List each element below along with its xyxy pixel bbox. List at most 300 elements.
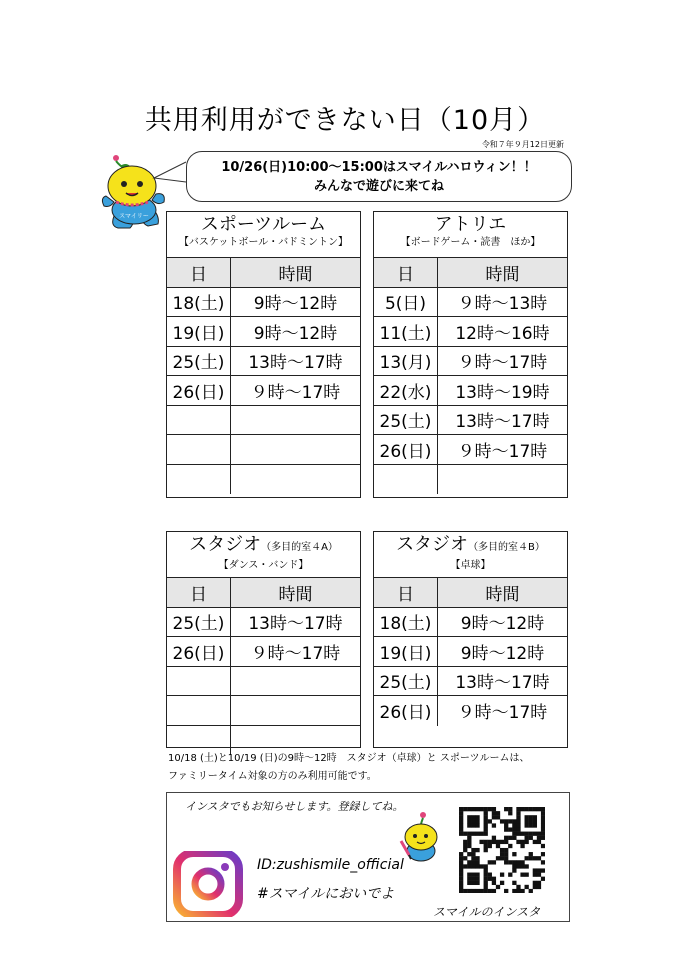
qr-module (479, 840, 483, 844)
qr-module (467, 840, 471, 844)
qr-module (529, 852, 533, 856)
qr-module (492, 881, 496, 885)
qr-module (488, 844, 492, 848)
qr-module (516, 840, 520, 844)
qr-finder-module (467, 819, 471, 823)
qr-finder-module (471, 864, 475, 868)
qr-finder-module (475, 819, 479, 823)
qr-module (529, 856, 533, 860)
qr-module (488, 807, 492, 811)
qr-module (537, 881, 541, 885)
qr-module (537, 868, 541, 872)
qr-finder-module (529, 823, 533, 827)
table-atelier (373, 211, 568, 498)
table-header (167, 212, 360, 258)
qr-finder-module (475, 815, 479, 819)
qr-finder-module (467, 873, 471, 877)
cell-time: 9時～12時 (438, 608, 567, 638)
qr-module (459, 852, 463, 856)
qr-module (459, 860, 463, 864)
qr-finder-module (520, 832, 524, 836)
qr-module (525, 836, 529, 840)
qr-finder-module (475, 889, 479, 893)
qr-module (525, 873, 529, 877)
mascot-pencil-icon (399, 811, 445, 863)
qr-finder-module (541, 815, 545, 819)
qr-module (496, 811, 500, 815)
qr-module (492, 840, 496, 844)
qr-finder-module (484, 811, 488, 815)
instagram-icon[interactable] (173, 851, 243, 917)
qr-finder-module (459, 881, 463, 885)
cell-day: 25(土) (167, 608, 231, 638)
qr-finder-module (471, 873, 475, 877)
qr-finder-module (467, 864, 471, 868)
cell-day: 18(土) (374, 608, 438, 638)
announcement-line-2: みんなで遊びに来てね (313, 179, 444, 194)
qr-module (484, 840, 488, 844)
qr-finder-module (484, 819, 488, 823)
room-name (374, 534, 567, 559)
instagram-panel (166, 792, 570, 922)
qr-module (512, 827, 516, 831)
schedule-grid (167, 578, 360, 755)
cell-empty (231, 435, 360, 465)
qr-finder-module (484, 873, 488, 877)
qr-module (529, 836, 533, 840)
table-studio-4b (373, 531, 568, 748)
qr-module (467, 852, 471, 856)
qr-finder-module (467, 832, 471, 836)
qr-module (504, 836, 508, 840)
qr-module (504, 852, 508, 856)
cell-empty (374, 465, 438, 495)
qr-finder-module (467, 877, 471, 881)
qr-module (488, 873, 492, 877)
qr-finder-module (525, 819, 529, 823)
qr-module (508, 807, 512, 811)
table-header (374, 532, 567, 578)
qr-finder-module (471, 881, 475, 885)
qr-finder-module (484, 827, 488, 831)
qr-finder-module (459, 868, 463, 872)
qr-module (471, 856, 475, 860)
qr-finder-module (529, 832, 533, 836)
qr-module (463, 848, 467, 852)
cell-day: 26(日) (167, 376, 231, 406)
qr-module (467, 844, 471, 848)
qr-module (492, 860, 496, 864)
qr-module (500, 873, 504, 877)
usage-note (168, 750, 588, 786)
qr-module (516, 860, 520, 864)
qr-finder-module (467, 807, 471, 811)
cell-time: ９時～17時 (457, 703, 548, 724)
qr-module (520, 840, 524, 844)
qr-module (525, 840, 529, 844)
qr-module (504, 819, 508, 823)
qr-finder-module (459, 873, 463, 877)
room-name: アトリエ (434, 214, 507, 235)
column-header-day: 日 (374, 258, 438, 288)
qr-finder-module (459, 823, 463, 827)
qr-finder-module (471, 823, 475, 827)
cell-empty (167, 406, 231, 436)
cell-time: ９時～17時 (438, 435, 567, 465)
cell-day: 26(日) (374, 435, 438, 465)
qr-module (537, 885, 541, 889)
qr-finder-module (541, 827, 545, 831)
qr-module (541, 852, 545, 856)
cell-day: 18(土) (167, 288, 231, 318)
instagram-invite: インスタでもお知らせします。登録してね。 (185, 800, 404, 813)
qr-finder-module (541, 811, 545, 815)
cell-day: 25(土) (374, 667, 438, 697)
qr-finder-module (459, 827, 463, 831)
qr-finder-module (525, 807, 529, 811)
qr-finder-module (484, 877, 488, 881)
schedule-grid (374, 258, 567, 494)
qr-finder-module (459, 864, 463, 868)
cell-time: 12時～16時 (438, 317, 567, 347)
qr-module (475, 860, 479, 864)
qr-finder-module (484, 823, 488, 827)
cell-time: ９時～17時 (438, 347, 567, 377)
qr-finder-module (525, 815, 529, 819)
qr-module (520, 844, 524, 848)
qr-module (541, 860, 545, 864)
qr-module (492, 836, 496, 840)
qr-module (512, 889, 516, 893)
qr-finder-module (459, 885, 463, 889)
qr-code-icon[interactable] (459, 807, 545, 893)
qr-module (508, 873, 512, 877)
qr-finder-module (484, 864, 488, 868)
cell-time: 13時～17時 (438, 667, 567, 697)
room-name-main: スタジオ (189, 534, 262, 555)
qr-module (496, 885, 500, 889)
qr-finder-module (484, 807, 488, 811)
qr-module (475, 848, 479, 852)
cell-time: ９時～13時 (438, 288, 567, 318)
qr-module (500, 852, 504, 856)
cell-time: ９時～17時 (231, 637, 360, 667)
qr-finder-module (541, 807, 545, 811)
cell-time: 9時～12時 (231, 317, 360, 347)
qr-finder-module (479, 832, 483, 836)
qr-module (471, 848, 475, 852)
cell-time: 13時～17時 (231, 608, 360, 638)
qr-module (500, 840, 504, 844)
column-header-time: 時間 (438, 578, 567, 608)
qr-module (541, 844, 545, 848)
cell-day: 22(水) (374, 376, 438, 406)
room-activities: 【ダンス・バンド】 (218, 560, 309, 571)
qr-module (516, 889, 520, 893)
qr-module (492, 823, 496, 827)
qr-finder-module (459, 889, 463, 893)
qr-module (520, 873, 524, 877)
qr-module (533, 885, 537, 889)
qr-module (508, 844, 512, 848)
qr-module (504, 827, 508, 831)
cell-day: 25(土) (167, 347, 231, 377)
mascot-badge-text: スマイリー (119, 213, 149, 220)
qr-finder-module (529, 815, 533, 819)
qr-finder-module (525, 832, 529, 836)
qr-finder-module (537, 832, 541, 836)
usage-note-line-2: ファミリータイム対象の方のみ利用可能です。 (168, 771, 377, 782)
cell-empty (231, 667, 360, 697)
qr-finder-module (471, 807, 475, 811)
column-header-day: 日 (374, 578, 438, 608)
qr-module (463, 856, 467, 860)
qr-finder-module (471, 815, 475, 819)
schedule-grid (167, 258, 360, 494)
room-name-detail: （多目的室４A） (261, 542, 338, 553)
qr-module (516, 864, 520, 868)
qr-finder-module (484, 832, 488, 836)
column-header-day: 日 (167, 578, 231, 608)
announcement-bubble (186, 151, 572, 202)
qr-finder-module (463, 889, 467, 893)
cell-day: 11(土) (374, 317, 438, 347)
updated-date: 令和７年９月12日更新 (481, 140, 564, 149)
room-name-detail: （多目的室４B） (468, 542, 545, 553)
qr-finder-module (459, 811, 463, 815)
table-header (374, 212, 567, 258)
qr-finder-module (533, 823, 537, 827)
qr-finder-module (467, 889, 471, 893)
qr-finder-module (467, 823, 471, 827)
qr-module (471, 852, 475, 856)
qr-module (516, 885, 520, 889)
qr-module (500, 819, 504, 823)
qr-module (520, 889, 524, 893)
qr-module (504, 860, 508, 864)
qr-module (512, 832, 516, 836)
page-title: 共用利用ができない日（10月） (144, 105, 546, 136)
cell-empty (167, 696, 231, 726)
qr-finder-module (475, 832, 479, 836)
qr-module (508, 860, 512, 864)
qr-finder-module (516, 827, 520, 831)
qr-module (500, 881, 504, 885)
qr-module (533, 873, 537, 877)
qr-finder-module (484, 885, 488, 889)
qr-module (537, 856, 541, 860)
qr-finder-module (463, 832, 467, 836)
room-name-main: スタジオ (396, 534, 469, 555)
qr-finder-module (516, 807, 520, 811)
qr-module (525, 856, 529, 860)
qr-module (508, 819, 512, 823)
qr-module (533, 840, 537, 844)
qr-finder-module (467, 881, 471, 885)
qr-module (508, 811, 512, 815)
instagram-id: ID:zushismile_official (257, 857, 404, 873)
qr-finder-module (541, 819, 545, 823)
qr-module (492, 877, 496, 881)
qr-finder-module (475, 823, 479, 827)
qr-module (504, 823, 508, 827)
qr-module (500, 848, 504, 852)
qr-module (533, 868, 537, 872)
cell-day: 19(日) (167, 317, 231, 347)
column-header-time: 時間 (438, 258, 567, 288)
cell-time: 9時～12時 (231, 288, 360, 318)
qr-module (492, 889, 496, 893)
qr-finder-module (459, 832, 463, 836)
qr-module (512, 852, 516, 856)
qr-module (459, 856, 463, 860)
cell-empty (167, 435, 231, 465)
qr-finder-module (467, 815, 471, 819)
room-activities: 【ボードゲーム・読書 ほか】 (400, 237, 541, 248)
qr-module (512, 868, 516, 872)
qr-module (488, 877, 492, 881)
qr-module (512, 881, 516, 885)
qr-module (537, 836, 541, 840)
qr-module (537, 840, 541, 844)
qr-module (496, 856, 500, 860)
cell-time: 9時～12時 (438, 637, 567, 667)
qr-module (475, 856, 479, 860)
qr-finder-module (533, 815, 537, 819)
qr-finder-module (463, 807, 467, 811)
qr-module (488, 840, 492, 844)
cell-time: ９時～17時 (231, 376, 360, 406)
qr-module (504, 840, 508, 844)
qr-finder-module (475, 877, 479, 881)
qr-module (520, 864, 524, 868)
qr-module (492, 811, 496, 815)
cell-day: 26(日) (374, 696, 438, 726)
qr-finder-module (516, 811, 520, 815)
qr-finder-module (479, 807, 483, 811)
qr-module (496, 840, 500, 844)
qr-module (512, 836, 516, 840)
qr-module (520, 860, 524, 864)
qr-module (504, 807, 508, 811)
cell-day: 13(月) (374, 347, 438, 377)
qr-finder-module (471, 877, 475, 881)
qr-module (492, 807, 496, 811)
cell-time: 13時～19時 (438, 376, 567, 406)
qr-module (504, 889, 508, 893)
qr-module (467, 860, 471, 864)
cell-empty (231, 696, 360, 726)
qr-module (488, 889, 492, 893)
qr-finder-module (484, 868, 488, 872)
qr-finder-module (459, 819, 463, 823)
instagram-hashtag: #スマイルにおいでよ (257, 886, 395, 902)
qr-module (500, 856, 504, 860)
qr-finder-module (479, 889, 483, 893)
qr-module (533, 881, 537, 885)
room-name (167, 534, 360, 559)
qr-module (488, 819, 492, 823)
qr-finder-module (459, 815, 463, 819)
qr-module (463, 844, 467, 848)
qr-finder-module (471, 819, 475, 823)
room-activities: 【バスケットボール・バドミントン】 (178, 237, 349, 248)
qr-module (508, 836, 512, 840)
qr-module (484, 848, 488, 852)
table-sports-room (166, 211, 361, 498)
qr-finder-module (479, 864, 483, 868)
qr-module (496, 815, 500, 819)
qr-module (484, 844, 488, 848)
announcement-line-1: 10/26(日)10:00～15:00はスマイルハロウィン！！ (221, 160, 537, 175)
qr-module (463, 840, 467, 844)
cell-empty (231, 465, 360, 495)
cell-day: 26(日) (167, 637, 231, 667)
qr-module (496, 844, 500, 848)
qr-finder-module (525, 823, 529, 827)
qr-finder-module (459, 807, 463, 811)
qr-finder-module (516, 832, 520, 836)
qr-module (488, 860, 492, 864)
cell-empty (167, 465, 231, 495)
qr-module (508, 827, 512, 831)
qr-finder-module (529, 807, 533, 811)
cell-day: 19(日) (374, 637, 438, 667)
qr-finder-module (484, 815, 488, 819)
cell-empty (438, 465, 567, 495)
cell-time: 13時～17時 (231, 347, 360, 377)
qr-finder-module (516, 823, 520, 827)
qr-finder-module (533, 832, 537, 836)
qr-finder-module (475, 807, 479, 811)
column-header-day: 日 (167, 258, 231, 288)
schedule-grid (374, 578, 567, 726)
qr-finder-module (471, 832, 475, 836)
column-header-time: 時間 (231, 258, 360, 288)
qr-module (492, 815, 496, 819)
qr-module (533, 856, 537, 860)
qr-finder-module (475, 873, 479, 877)
qr-finder-module (533, 819, 537, 823)
qr-finder-module (475, 864, 479, 868)
qr-finder-module (541, 832, 545, 836)
qr-module (541, 868, 545, 872)
qr-module (504, 856, 508, 860)
qr-finder-module (520, 807, 524, 811)
qr-module (512, 860, 516, 864)
qr-module (529, 889, 533, 893)
qr-finder-module (537, 807, 541, 811)
qr-finder-module (541, 823, 545, 827)
qr-module (512, 823, 516, 827)
qr-module (512, 864, 516, 868)
qr-finder-module (463, 864, 467, 868)
qr-module (525, 864, 529, 868)
qr-finder-module (484, 889, 488, 893)
qr-finder-module (516, 819, 520, 823)
cell-day: 25(土) (374, 406, 438, 436)
cell-time: 13時～17時 (438, 406, 567, 436)
room-name: スポーツルーム (200, 214, 327, 235)
qr-finder-module (471, 889, 475, 893)
instagram-caption: スマイルのインスタ (433, 905, 541, 919)
cell-empty (167, 667, 231, 697)
table-studio-4a (166, 531, 361, 748)
qr-module (512, 819, 516, 823)
table-header (167, 532, 360, 578)
qr-finder-module (529, 819, 533, 823)
qr-finder-module (475, 881, 479, 885)
